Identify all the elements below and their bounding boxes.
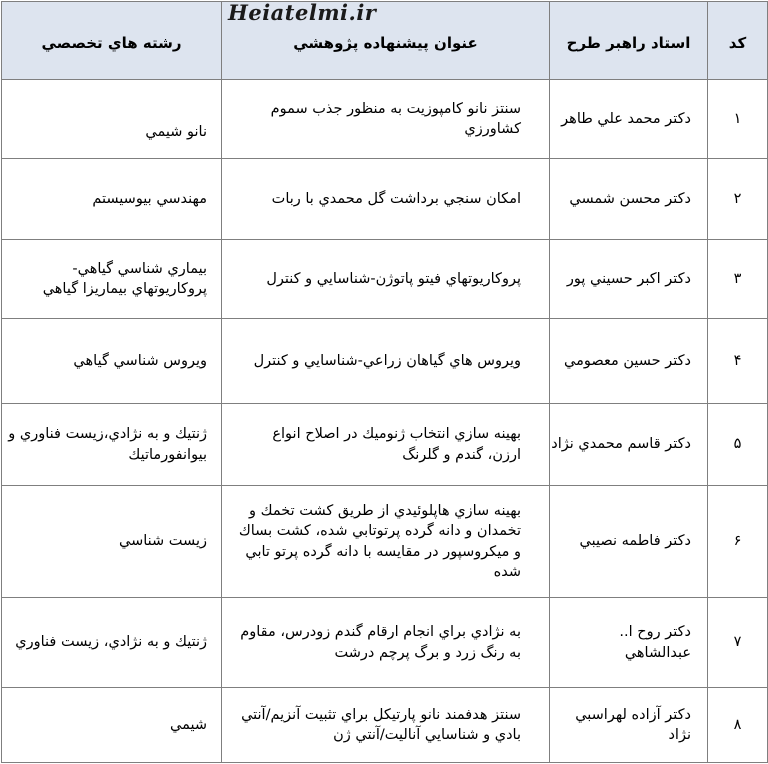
cell-code: ۴: [708, 319, 768, 404]
header-code: كد: [708, 2, 768, 80]
research-proposals-table: [1, 1, 768, 763]
cell-advisor: دكتر حسين معصومي: [550, 319, 708, 404]
table-row: [2, 319, 768, 404]
cell-advisor: دكتر آزاده لهراسبي نژاد: [550, 688, 708, 763]
cell-advisor: دكتر فاطمه نصيبي: [550, 486, 708, 598]
cell-title: پروكاريوتهاي فيتو پاتوژن-شناسايي و كنترل: [222, 240, 550, 319]
cell-field: ژنتيك و به نژادي، زيست فناوري: [2, 598, 222, 688]
cell-code: ۱: [708, 80, 768, 159]
cell-field: ويروس شناسي گياهي: [2, 319, 222, 404]
cell-advisor: دكتر قاسم محمدي نژاد: [550, 404, 708, 486]
table-row: [2, 486, 768, 598]
cell-field: زيست شناسي: [2, 486, 222, 598]
cell-code: ۸: [708, 688, 768, 763]
cell-code: ۳: [708, 240, 768, 319]
cell-title: بهينه سازي هاپلوئيدي از طريق كشت تخمك و تخمدان و دانه گرده پرتوتابي شده، كشت بساك و ميكروسپور در مقايسه با دانه گرده پرتو تابي شده: [222, 486, 550, 598]
cell-title: سنتز نانو كامپوزيت به منظور جذب سموم كشاورزي: [222, 80, 550, 159]
table-row: [2, 80, 768, 159]
table-row: [2, 159, 768, 240]
cell-advisor: دكتر محسن شمسي: [550, 159, 708, 240]
table-row: [2, 688, 768, 763]
cell-field: ژنتيك و به نژادي،زيست فناوري و بيوانفورماتيك: [2, 404, 222, 486]
site-watermark: Heiatelmi.ir: [228, 0, 377, 25]
table-row: [2, 404, 768, 486]
table-row: [2, 598, 768, 688]
cell-title: بهينه سازي انتخاب ژنوميك در اصلاح انواع ارزن، گندم و گلرنگ: [222, 404, 550, 486]
cell-code: ۵: [708, 404, 768, 486]
cell-title: ويروس هاي گياهان زراعي-شناسايي و كنترل: [222, 319, 550, 404]
cell-advisor: دكتر روح ا.. عبدالشاهي: [550, 598, 708, 688]
cell-code: ۷: [708, 598, 768, 688]
cell-field: مهندسي بيوسيستم: [2, 159, 222, 240]
header-advisor: استاد راهبر طرح: [550, 2, 708, 80]
cell-title: امكان سنجي برداشت گل محمدي با ربات: [222, 159, 550, 240]
cell-code: ۶: [708, 486, 768, 598]
header-title: عنوان پيشنهاده پژوهشي: [222, 2, 550, 80]
cell-code: ۲: [708, 159, 768, 240]
cell-advisor: دكتر اكبر حسيني پور: [550, 240, 708, 319]
cell-field: بيماري شناسي گياهي- پروكاريوتهاي بيماريزا گياهي: [2, 240, 222, 319]
cell-title: سنتز هدفمند نانو پارتيكل براي تثبيت آنزيم/آنتي بادي و شناسايي آناليت/آنتي ژن: [222, 688, 550, 763]
cell-field: شيمي: [2, 688, 222, 763]
cell-field: نانو شيمي: [2, 80, 222, 159]
table-header-row: [2, 2, 768, 80]
table-row: [2, 240, 768, 319]
header-field: رشته هاي تخصصي: [2, 2, 222, 80]
cell-title: به نژادي براي انجام ارقام گندم زودرس، مقاوم به رنگ زرد و برگ پرچم درشت: [222, 598, 550, 688]
cell-advisor: دكتر محمد علي طاهر: [550, 80, 708, 159]
